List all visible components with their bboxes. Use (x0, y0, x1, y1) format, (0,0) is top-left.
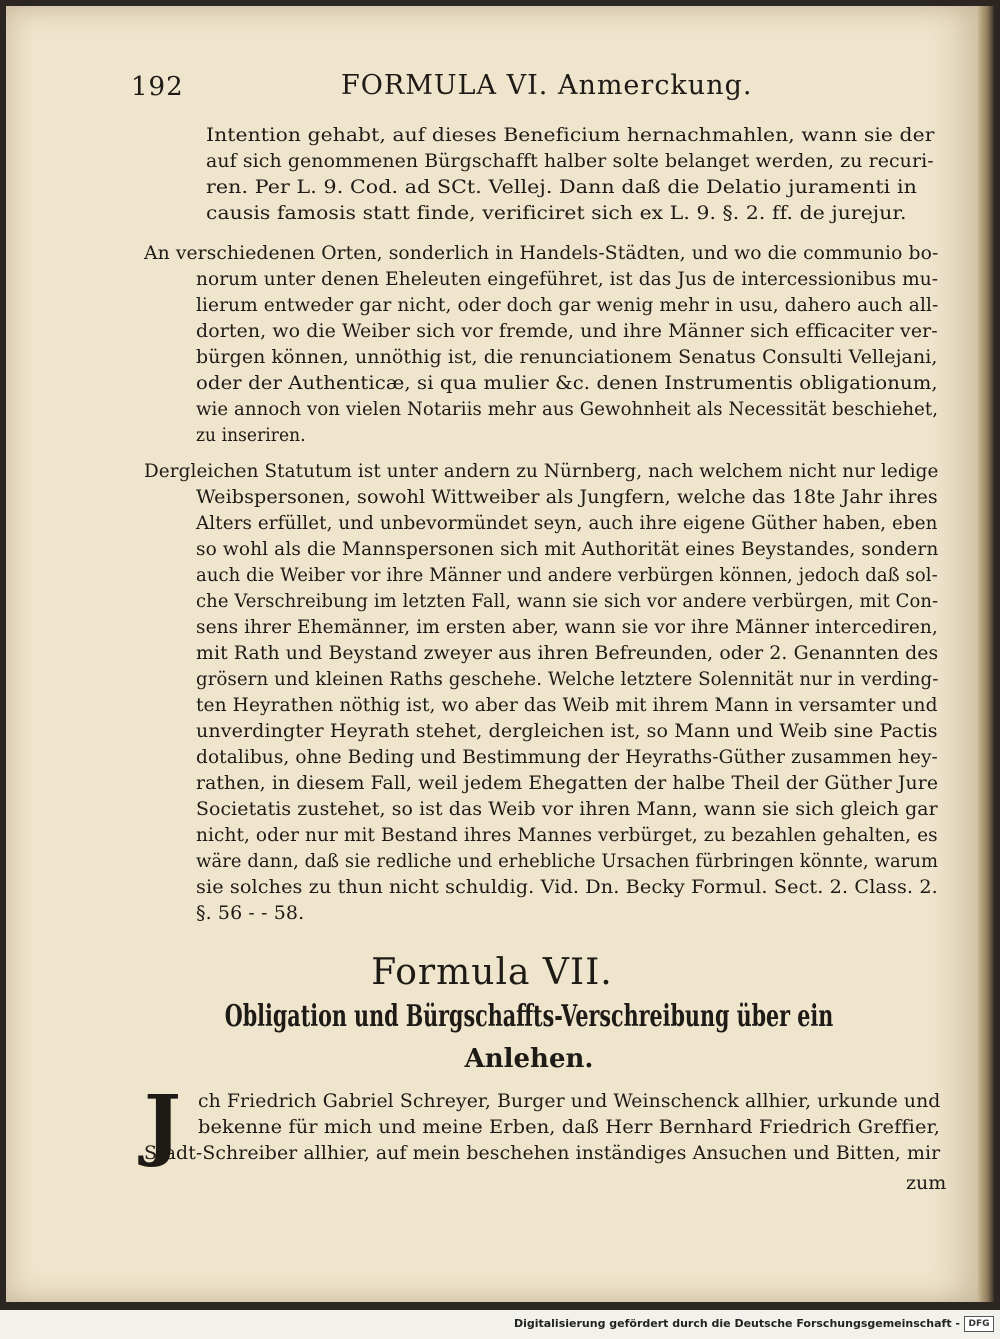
digitization-footer (0, 1310, 1000, 1339)
text-line: causis famosis statt finde, verificiret sich ex L. 9. §. 2. ff. de jurejur. (206, 202, 907, 224)
page-number: 192 (131, 72, 184, 102)
text-line: ren. Per L. 9. Cod. ad SCt. Vellej. Dann daß die Delatio juramenti in (206, 176, 917, 198)
text-line: rathen, in diesem Fall, weil jedem Ehegatten der halbe Theil der Güther Jure (196, 772, 939, 794)
text-line: ten Heyrathen nöthig ist, wo aber das Weib mit ihrem Mann in versamter und (196, 694, 938, 716)
text-line: §. 56 - - 58. (196, 902, 305, 924)
text-line: norum unter denen Eheleuten eingeführet, ist das Jus de intercessionibus mu- (196, 268, 939, 290)
book-spine-edge (978, 6, 994, 1302)
text-line: Intention gehabt, auf dieses Beneficium hernachmahlen, wann sie der (206, 124, 935, 146)
text-line: zu inseriren. (196, 424, 306, 446)
text-line: sens ihrer Ehemänner, im ersten aber, wann sie vor ihre Männer intercediren, (196, 616, 938, 638)
text-line: auf sich genommenen Bürgschafft halber solte belanget werden, zu recuri- (206, 150, 934, 172)
text-line: mit Rath und Beystand zweyer aus ihren Befreunden, oder 2. Genannten des (196, 642, 939, 664)
text-line: bürgen können, unnöthig ist, die renunciationem Senatus Consulti Vellejani, (196, 346, 938, 368)
text-line: Weibspersonen, sowohl Wittweiber als Jungfern, welche das 18te Jahr ihres (196, 486, 938, 508)
text-line: wie annoch von vielen Notariis mehr aus Gewohnheit als Necessität beschiehet, (196, 398, 939, 420)
text-line: oder der Authenticæ, si qua mulier &c. denen Instrumentis obligationum, (196, 372, 938, 394)
drop-cap: J (144, 1079, 181, 1170)
text-line: bekenne für mich und meine Erben, daß Herr Bernhard Friedrich Greffier, (198, 1116, 940, 1138)
text-line: Stadt-Schreiber allhier, auf mein beschehen inständiges Ansuchen und Bitten, mir (144, 1142, 941, 1164)
text-line: dotalibus, ohne Beding und Bestimmung der Heyraths-Güther zusammen hey- (196, 746, 938, 768)
dfg-logo: DFG (964, 1316, 994, 1332)
text-line: Societatis zustehet, so ist das Weib vor ihren Mann, wann sie sich gleich gar (196, 798, 938, 820)
book-page (6, 6, 978, 1302)
text-line: dorten, wo die Weiber sich vor fremde, und ihre Männer sich efficaciter ver- (196, 320, 938, 342)
text-line: ch Friedrich Gabriel Schreyer, Burger und Weinschenck allhier, urkunde und (198, 1090, 941, 1112)
section-title-line-1: Obligation und Bürgschaffts-Verschreibung über ein (224, 999, 834, 1034)
catch-word: zum (906, 1172, 947, 1194)
section-title-line-2: Anlehen. (464, 1044, 594, 1074)
text-line: grösern und kleinen Raths geschehe. Welche letztere Solennität nur in verding- (196, 668, 939, 690)
footer-credit: Digitalisierung gefördert durch die Deutsche Forschungsgemeinschaft - (513, 1317, 960, 1330)
text-line: Dergleichen Statutum ist unter andern zu Nürnberg, nach welchem nicht nur ledige (144, 460, 939, 482)
text-line: unverdingter Heyrath stehet, dergleichen ist, so Mann und Weib sine Pactis (196, 720, 938, 742)
text-line: wäre dann, daß sie redliche und erhebliche Ursachen fürbringen könnte, warum (196, 850, 939, 872)
text-line: Alters erfüllet, und unbevormündet seyn, auch ihre eigene Güther haben, eben (196, 512, 938, 534)
text-line: auch die Weiber vor ihre Männer und andere verbürgen können, jedoch daß sol- (196, 564, 938, 586)
text-line: che Verschreibung im letzten Fall, wann sie sich vor andere verbürgen, mit Con- (196, 590, 939, 612)
text-line: lierum entweder gar nicht, oder doch gar wenig mehr in usu, dahero auch all- (196, 294, 939, 316)
section-heading: Formula VII. (371, 952, 613, 993)
text-line: so wohl als die Mannspersonen sich mit Authorität eines Beystandes, sondern (196, 538, 939, 560)
text-line: nicht, oder nur mit Bestand ihres Mannes verbürget, zu bezahlen gehalten, es (196, 824, 938, 846)
running-head: FORMULA VI. Anmerckung. (341, 70, 753, 101)
text-line: An verschiedenen Orten, sonderlich in Handels-Städten, und wo die communio bo- (144, 242, 939, 264)
text-line: sie solches zu thun nicht schuldig. Vid. Dn. Becky Formul. Sect. 2. Class. 2. (196, 876, 938, 898)
